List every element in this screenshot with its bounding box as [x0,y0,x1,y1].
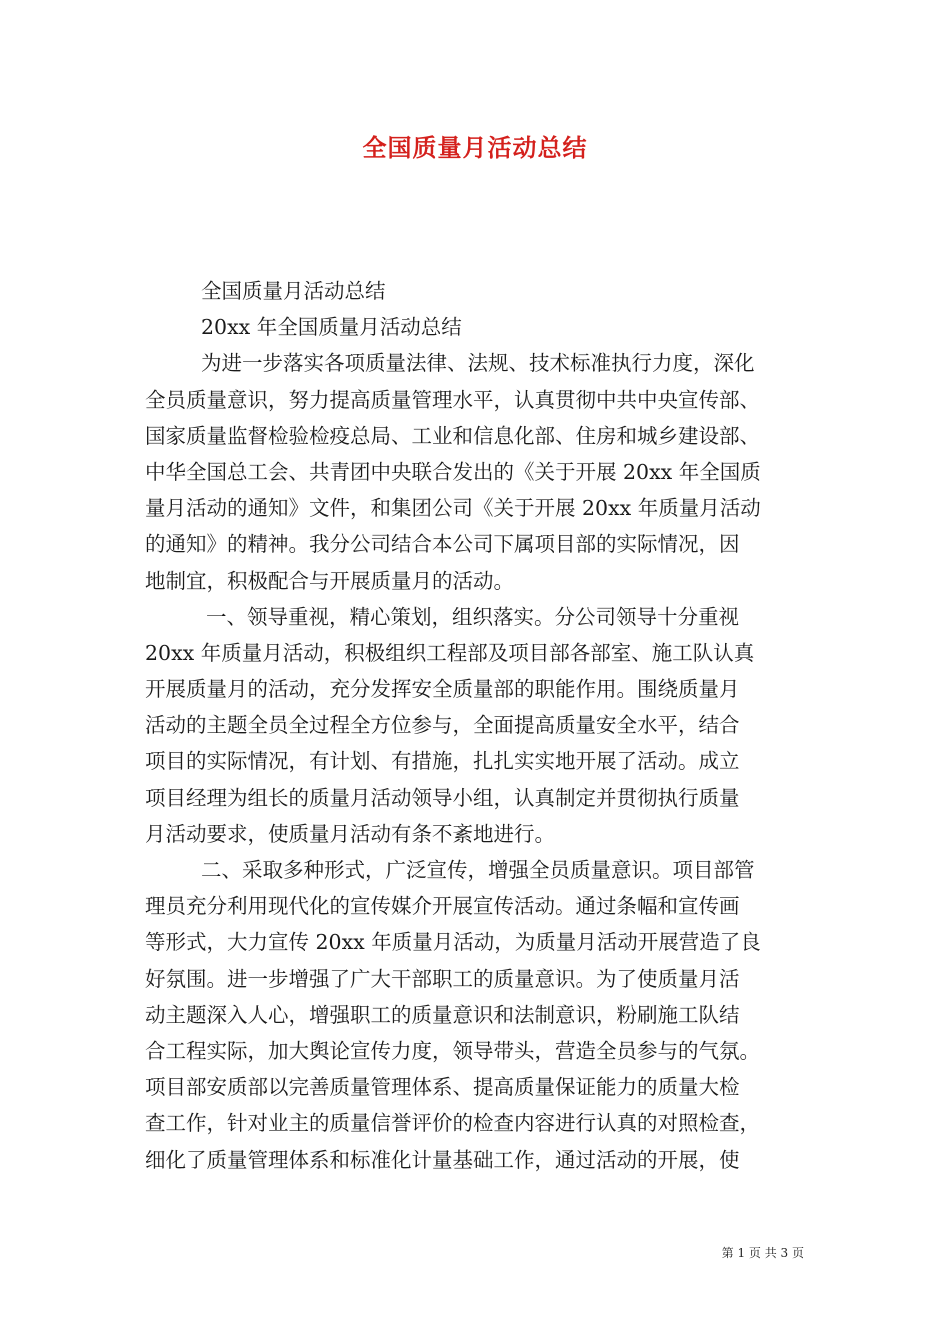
document-title: 全国质量月活动总结 [362,133,588,162]
paragraph-line: 的通知》的精神。我分公司结合本公司下属项目部的实际情况，因 [145,532,740,557]
paragraph-line: 国家质量监督检验检疫总局、工业和信息化部、住房和城乡建设部、 [145,423,760,448]
paragraph-line: 细化了质量管理体系和标准化计量基础工作，通过活动的开展，使 [145,1147,740,1172]
paragraph-line: 项目的实际情况，有计划、有措施，扎扎实实地开展了活动。成立 [145,749,740,774]
paragraph-line: 二、采取多种形式，广泛宣传，增强全员质量意识。项目部管 [201,858,755,882]
subtitle-line: 20xx 年全国质量月活动总结 [201,315,462,340]
paragraph-line: 开展质量月的活动，充分发挥安全质量部的职能作用。围绕质量月 [145,677,740,702]
paragraph-line: 动主题深入人心，增强职工的质量意识和法制意识，粉刷施工队结 [145,1002,740,1027]
paragraph-line: 等形式，大力宣传 20xx 年质量月活动，为质量月活动开展营造了良 [145,930,761,955]
paragraph-line: 项目部安质部以完善质量管理体系、提高质量保证能力的质量大检 [145,1075,740,1100]
paragraph-line: 一、领导重视，精心策划，组织落实。分公司领导十分重视 [206,604,739,629]
paragraph-line: 地制宜，积极配合与开展质量月的活动。 [145,568,514,593]
paragraph-line: 中华全国总工会、共青团中央联合发出的《关于开展 20xx 年全国质 [145,459,761,484]
paragraph-line: 理员充分利用现代化的宣传媒介开展宣传活动。通过条幅和宣传画 [145,894,740,919]
paragraph-line: 项目经理为组长的质量月活动领导小组，认真制定并贯彻执行质量 [145,785,740,810]
paragraph-line: 合工程实际，加大舆论宣传力度，领导带头，营造全员参与的气氛。 [145,1038,760,1063]
paragraph-line: 月活动要求，使质量月活动有条不紊地进行。 [145,821,555,846]
paragraph-line: 为进一步落实各项质量法律、法规、技术标准执行力度，深化 [201,351,755,376]
paragraph-line: 活动的主题全员全过程全方位参与，全面提高质量安全水平，结合 [145,713,740,738]
document-body [145,273,817,1178]
paragraph-line: 20xx 年质量月活动，积极组织工程部及项目部各部室、施工队认真 [145,640,755,665]
paragraph-line: 全员质量意识，努力提高质量管理水平，认真贯彻中共中央宣传部、 [145,387,760,412]
subtitle-line: 全国质量月活动总结 [201,279,386,303]
paragraph-line: 量月活动的通知》文件，和集团公司《关于开展 20xx 年质量月活动 [145,496,761,521]
page-number-indicator: 第 1 页 共 3 页 [721,1246,804,1260]
paragraph-line: 好氛围。进一步增强了广大干部职工的质量意识。为了使质量月活 [145,966,740,991]
paragraph-line: 查工作，针对业主的质量信誉评价的检查内容进行认真的对照检查， [145,1111,760,1136]
